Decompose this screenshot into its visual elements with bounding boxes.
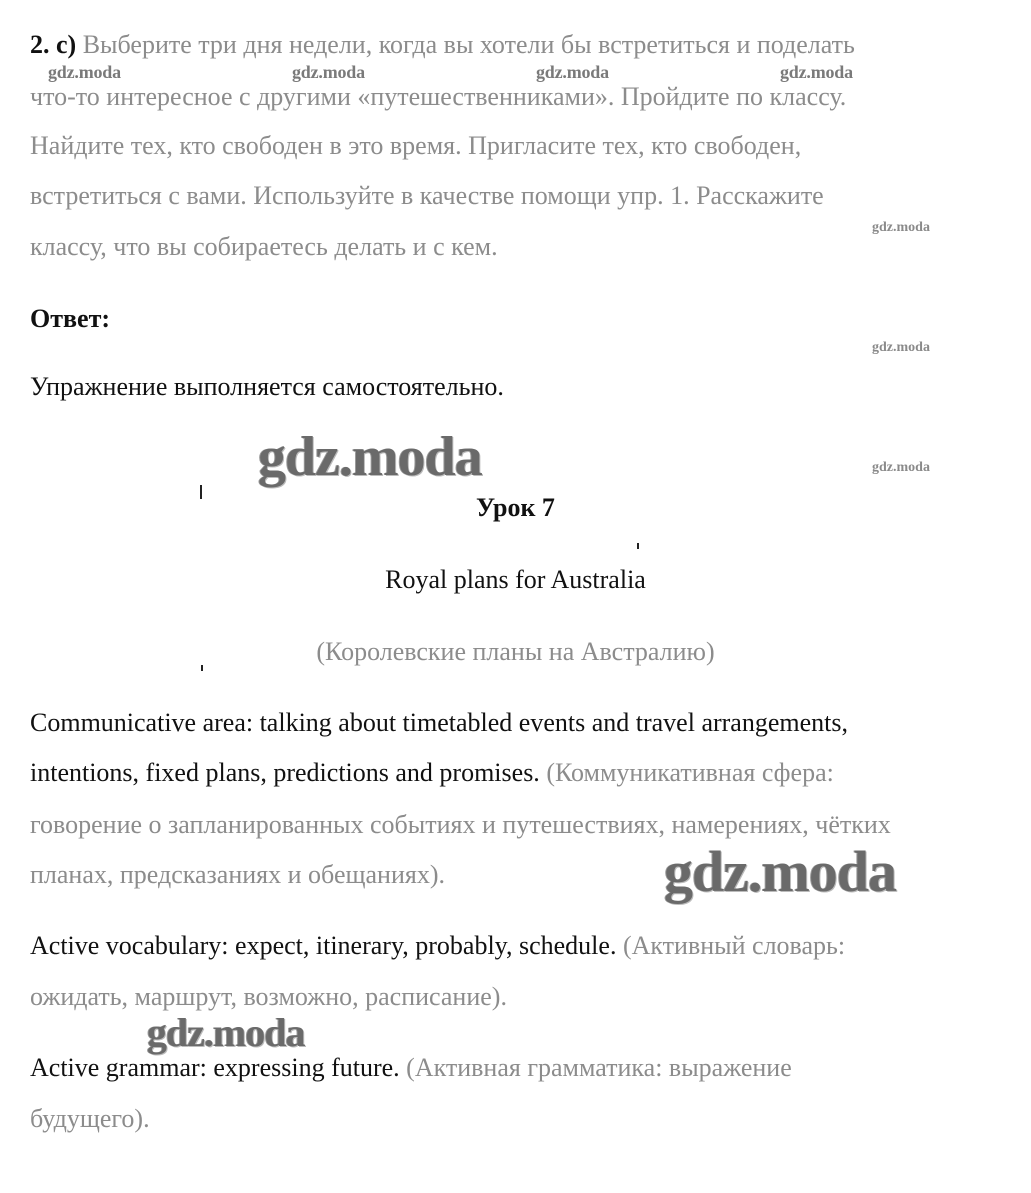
watermark: gdz.moda	[872, 220, 930, 235]
grammar-en: Active grammar: expressing future.	[30, 1053, 400, 1082]
watermark: gdz.moda	[147, 1010, 305, 1055]
watermark: gdz.moda	[872, 460, 930, 475]
vocabulary-line-2: ожидать, маршрут, возможно, расписание).	[30, 982, 507, 1011]
scan-speck	[201, 665, 203, 671]
watermark: gdz.moda	[780, 62, 853, 82]
scan-speck	[200, 485, 202, 499]
lesson-subtitle-translation: (Королевские планы на Австралию)	[316, 637, 715, 666]
watermark: gdz.moda	[664, 839, 897, 904]
exercise-line-1	[30, 29, 855, 61]
exercise-line-4: встретиться с вами. Используйте в качестве помощи упр. 1. Расскажите	[30, 181, 824, 210]
grammar-line-2: будущего).	[30, 1104, 150, 1133]
watermark: gdz.moda	[292, 62, 365, 82]
vocabulary-line-1	[30, 930, 845, 962]
exercise-line-2: что-то интересное с другими «путешественниками». Пройдите по классу.	[30, 82, 847, 111]
lesson-title: Урок 7	[476, 493, 555, 522]
answer-label: Ответ:	[30, 304, 111, 333]
answer-text: Упражнение выполняется самостоятельно.	[30, 372, 504, 401]
watermark: gdz.moda	[872, 340, 930, 355]
exercise-text-1: Выберите три дня недели, когда вы хотели бы встретиться и поделать	[82, 30, 855, 59]
communicative-ru-2: (Коммуникативная сфера:	[546, 758, 834, 787]
communicative-line-3: говорение о запланированных событиях и путешествиях, намерениях, чётких	[30, 810, 891, 839]
exercise-line-5: классу, что вы собираетесь делать и с кем.	[30, 232, 498, 261]
grammar-ru-1: (Активная грамматика: выражение	[406, 1053, 792, 1082]
grammar-line-1	[30, 1052, 792, 1084]
communicative-line-2	[30, 757, 834, 789]
scan-speck	[637, 543, 639, 549]
vocabulary-en: Active vocabulary: expect, itinerary, probably, schedule.	[30, 931, 617, 960]
communicative-en-2: intentions, fixed plans, predictions and promises.	[30, 758, 540, 787]
watermark: gdz.moda	[258, 426, 482, 488]
exercise-line-3: Найдите тех, кто свободен в это время. Пригласите тех, кто свободен,	[30, 131, 802, 160]
communicative-line-1: Communicative area: talking about timetabled events and travel arrangements,	[30, 708, 848, 737]
exercise-number: 2. c)	[30, 30, 77, 59]
watermark: gdz.moda	[48, 62, 121, 82]
vocabulary-ru-1: (Активный словарь:	[622, 931, 846, 960]
communicative-line-4: планах, предсказаниях и обещаниях).	[30, 860, 445, 889]
watermark: gdz.moda	[536, 62, 609, 82]
lesson-subtitle: Royal plans for Australia	[385, 565, 646, 594]
